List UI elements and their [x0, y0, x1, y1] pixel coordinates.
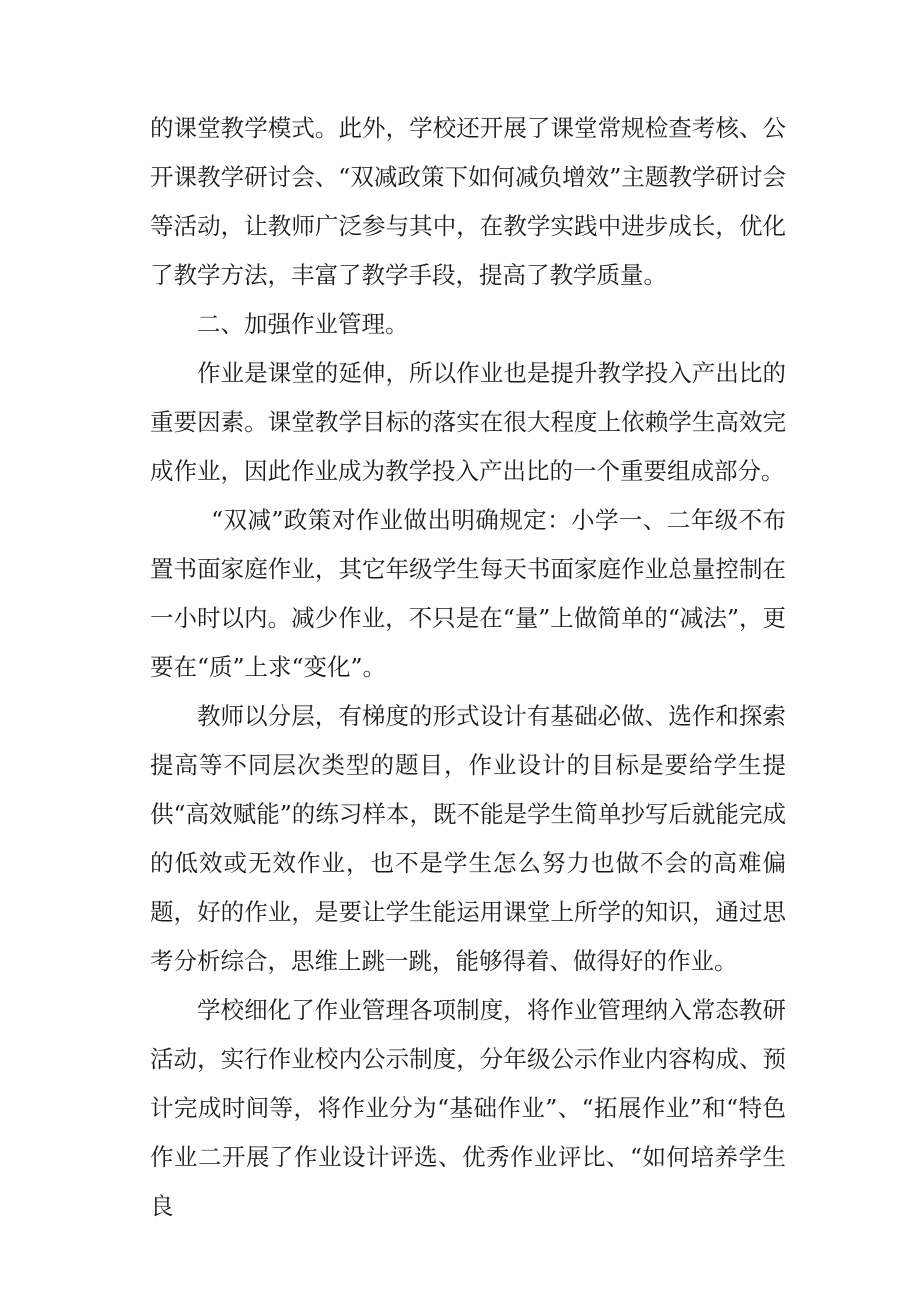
document-body: [150, 104, 786, 1231]
paragraph-continued: 的课堂教学模式。此外，学校还开展了课堂常规检查考核、公开课教学研讨会、“双减政策下如何减负增效”主题教学研讨会等活动，让教师广泛参与其中，在教学实践中进步成长，优化了教学方法，丰富了教学手段，提高了教学质量。: [150, 114, 786, 289]
paragraph-homework-extension: 作业是课堂的延伸，所以作业也是提升教学投入产出比的重要因素。课堂教学目标的落实在很大程度上依赖学生高效完成作业，因此作业成为教学投入产出比的一个重要组成部分。: [150, 359, 786, 485]
paragraph-school-homework-management: 学校细化了作业管理各项制度，将作业管理纳入常态教研活动，实行作业校内公示制度，分年级公示作业内容构成、预计完成时间等，将作业分为“基础作业”、“拓展作业”和“特色作业二开展了作业设计评选、优秀作业评比、“如何培养学生良: [150, 996, 786, 1220]
paragraph-double-reduction-policy: “双减”政策对作业做出明确规定：小学一、二年级不布置书面家庭作业，其它年级学生每天书面家庭作业总量控制在一小时以内。减少作业，不只是在“量”上做简单的“减法”，更要在“质”上求“变化”。: [150, 506, 786, 681]
paragraph-tiered-homework: 教师以分层，有梯度的形式设计有基础必做、选作和探索提高等不同层次类型的题目，作业设计的目标是要给学生提供“高效赋能”的练习样本，既不能是学生简单抄写后就能完成的低效或无效作业，也不是学生怎么努力也做不会的高难偏题，好的作业，是要让学生能运用课堂上所学的知识，通过思考分析综合，思维上跳一跳，能够得着、做得好的作业。: [150, 702, 786, 975]
section-heading: 二、加强作业管理。: [197, 310, 409, 338]
